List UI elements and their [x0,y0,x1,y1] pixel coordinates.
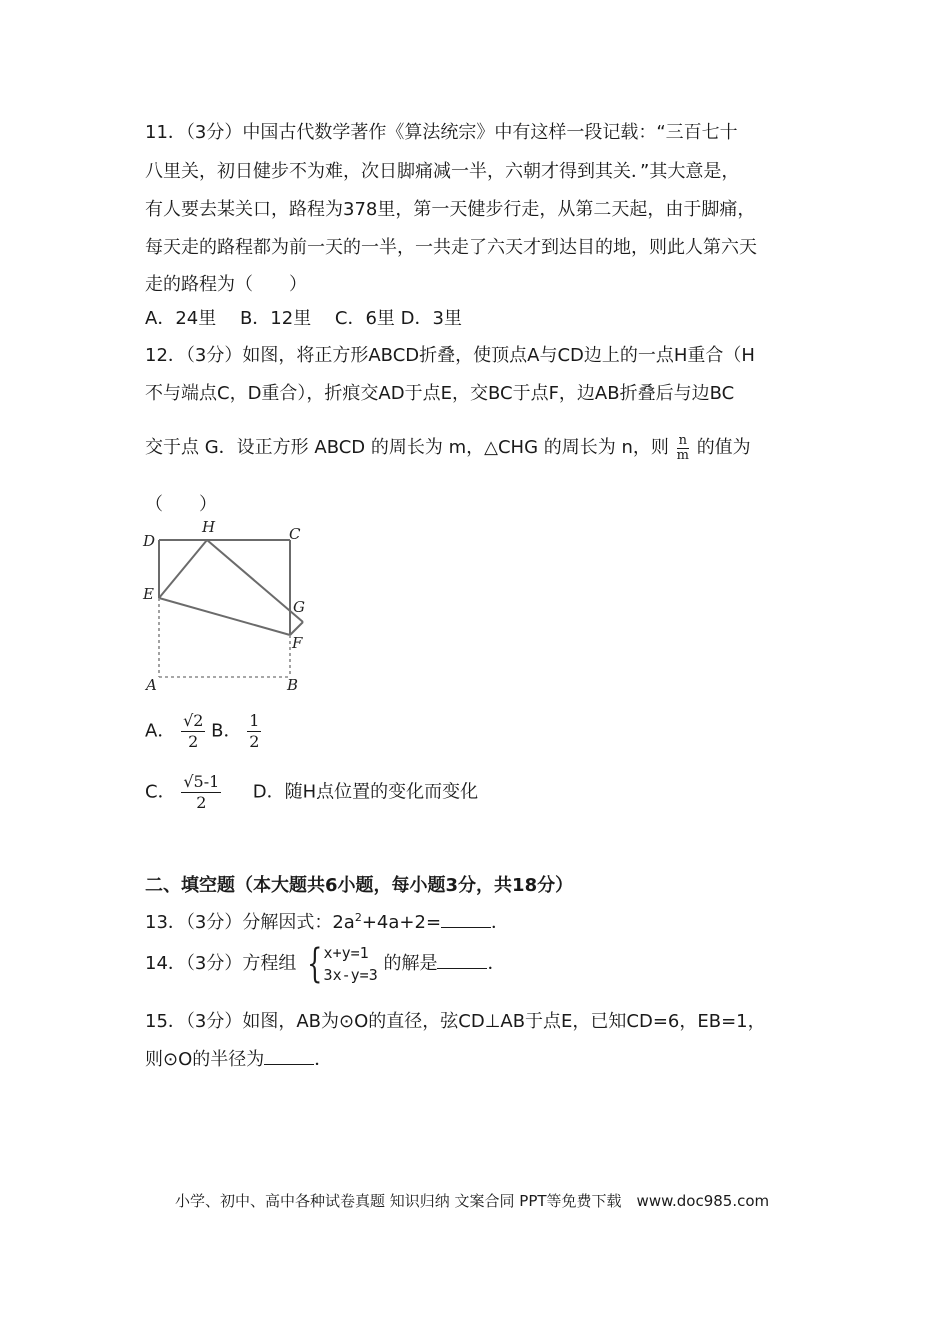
label-e: E [143,585,154,603]
q15-line2 [145,1045,332,1071]
q14-line [145,942,505,986]
q11-line4: 每天走的路程都为前一天的一半，一共走了六天才到达目的地，则此人第六天 [145,237,757,258]
option-d-text: D．随H点位置的变化而变化 [252,781,479,803]
q12-line3-suffix: 的值为 [696,437,751,458]
option-b-fraction [247,711,261,752]
option-c-fraction [181,772,221,813]
equation-system [302,942,378,986]
q14-text-rest: 的解是 [383,953,438,974]
label-a: A [146,676,157,694]
folded-square-figure [135,515,325,700]
label-b: B [287,676,299,694]
q12-options-ab [145,711,261,752]
q13-exponent: 2 [354,911,362,924]
q12-line4: （ ） [145,494,217,515]
equation-1: x+y=1 [323,944,369,962]
q15-text: 则⊙O的半径为 [145,1049,265,1070]
q11-line5: 走的路程为（ ） [145,274,307,295]
option-c-numerator: √5-1 [183,772,220,791]
label-c: C [289,525,301,543]
q13-answer-blank[interactable] [441,909,491,928]
section-heading: 二、填空题（本大题共6小题，每小题3分，共18分） [145,875,574,896]
option-b-label: B． [211,720,242,742]
q12-line3-text: 交于点 G．设正方形 ABCD 的周长为 m，△CHG 的周长为 n，则 [145,437,669,458]
q12-line2: 不与端点C，D重合），折痕交AD于点E，交BC于点F，边AB折叠后与边BC [145,383,735,404]
n-over-m-fraction [675,434,691,463]
q14-answer-blank[interactable] [437,950,487,969]
option-a-label: A． [145,720,176,742]
option-a-numerator: √2 [183,711,204,730]
q14-end: ． [487,953,506,974]
q14-text: 14．（3分）方程组 [145,953,297,974]
q11-line2: 八里关，初日健步不为难，次日脚痛减一半，六朝才得到其关．”其大意是， [145,161,740,182]
option-c-label: C． [145,781,176,803]
fraction-denominator: m [676,447,689,463]
option-a-denominator: 2 [188,732,199,751]
option-b-denominator: 2 [249,732,260,751]
q13-text-rest: +4a+2= [361,912,442,933]
option-b-numerator: 1 [249,711,260,730]
equation-2: 3x-y=3 [323,966,378,984]
label-f: F [292,634,303,652]
q11-line3: 有人要去某关口，路程为378里，第一天健步行走，从第二天起，由于脚痛， [145,199,756,220]
edge-hg [207,540,303,622]
q13-end: ． [491,912,510,933]
q11-options: A．24里 B．12里 C．6里 D．3里 [145,308,462,329]
option-c-denominator: 2 [196,793,207,812]
q15-end: ． [314,1049,333,1070]
option-a-fraction [181,711,205,752]
q12-line1: 12．（3分）如图，将正方形ABCD折叠，使顶点A与CD边上的一点H重合（H [145,345,755,366]
fraction-numerator: n [678,432,687,448]
brace-icon: { [307,941,323,987]
q13-line [145,908,509,934]
edge-ef [159,598,290,635]
edge-eh [159,540,207,598]
q15-answer-blank[interactable] [264,1046,314,1065]
q11-line1: 11．（3分）中国古代数学著作《算法统宗》中有这样一段记载：“三百七十 [145,122,738,143]
label-g: G [293,598,305,616]
q13-text: 13．（3分）分解因式：2a [145,912,355,933]
q15-line1: 15．（3分）如图，AB为⊙O的直径，弦CD⊥AB于点E，已知CD=6，EB=1， [145,1011,766,1032]
q12-options-cd [145,772,478,813]
label-d: D [143,532,156,550]
label-h: H [202,518,216,536]
page-footer: 小学、初中、高中各种试卷真题 知识归纳 文案合同 PPT等免费下载 www.doc985.com [175,1192,770,1210]
q12-line3 [145,433,751,463]
